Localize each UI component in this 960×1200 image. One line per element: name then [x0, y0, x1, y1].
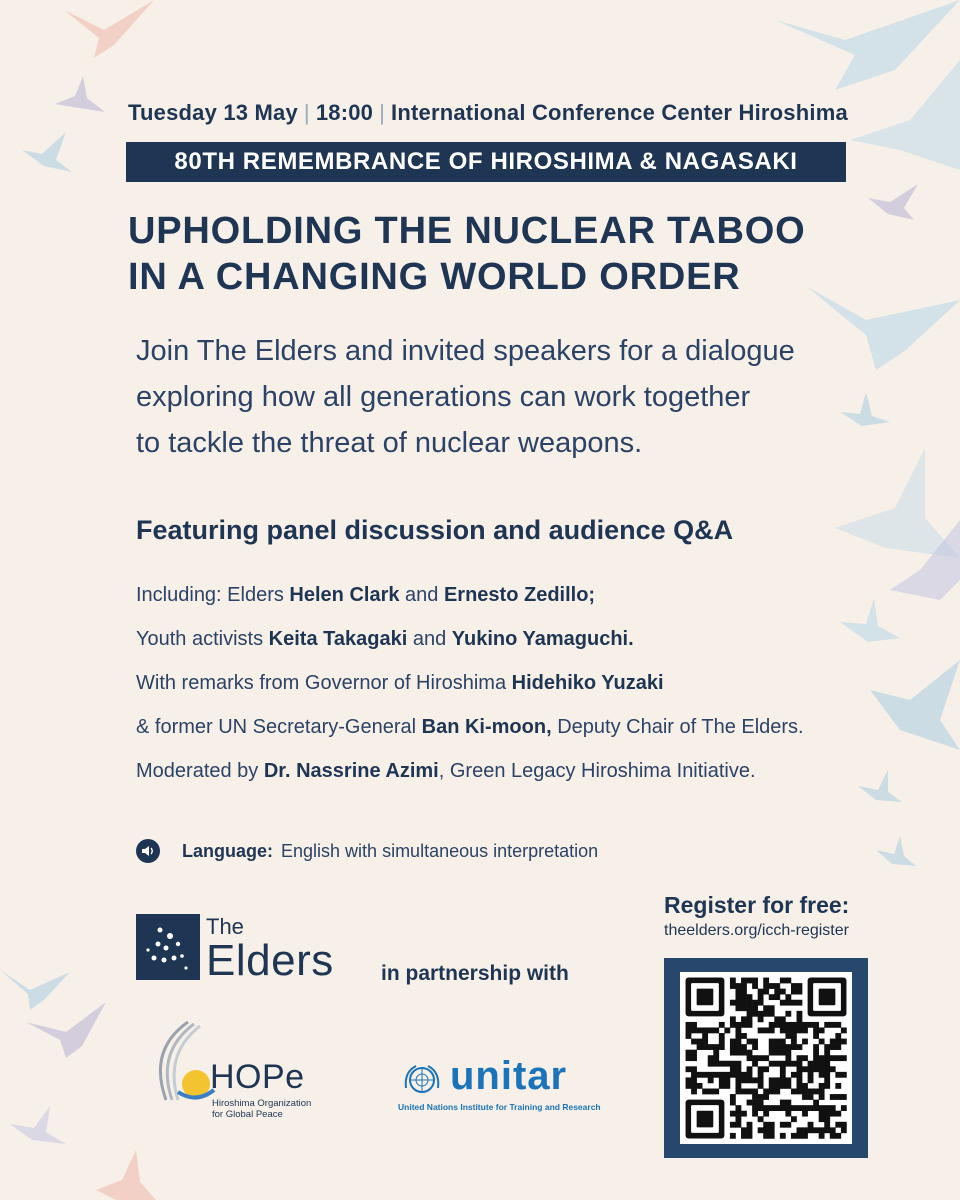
line-text: and	[407, 628, 452, 650]
headline-line: IN A CHANGING WORLD ORDER	[128, 256, 741, 298]
event-dateline	[128, 100, 848, 126]
remembrance-banner: 80TH REMEMBRANCE OF HIROSHIMA & NAGASAKI	[126, 142, 846, 182]
elders-star-mark	[136, 914, 200, 980]
line-text: and	[399, 584, 444, 606]
register-url[interactable]: theelders.org/icch-register	[664, 922, 849, 939]
line-text: With remarks from Governor of Hiroshima	[136, 672, 512, 694]
event-time: 18:00	[315, 100, 374, 125]
speaker-name: Ban Ki-moon,	[421, 716, 552, 738]
qr-pattern	[680, 972, 852, 1144]
line-text: Deputy Chair of The Elders.	[551, 716, 804, 738]
speaker-name: Hidehiko Yuzaki	[511, 672, 664, 694]
speaker-icon	[136, 839, 160, 863]
paper-crane-decoration	[55, 76, 105, 116]
unitar-logo-subtitle: United Nations Institute for Training and Research	[398, 1102, 601, 1112]
paper-crane-decoration	[840, 392, 890, 428]
qr-code[interactable]	[664, 958, 868, 1158]
speaker-name: Ernesto Zedillo;	[443, 584, 596, 606]
language-value: English with simultaneous interpretation	[281, 840, 599, 861]
partnership-label: in partnership with	[381, 962, 569, 985]
intro-line: to tackle the threat of nuclear weapons.	[136, 427, 643, 459]
unitar-logo	[398, 1054, 601, 1120]
hope-subtitle-line: Hiroshima Organization	[212, 1098, 312, 1109]
hope-logo	[148, 1020, 348, 1120]
speaker-name: Keita Takagaki	[268, 628, 408, 650]
hope-emblem-icon	[148, 1020, 218, 1110]
paper-crane-decoration	[22, 132, 72, 172]
register-title: Register for free:	[664, 892, 850, 918]
elders-logo-name: Elders	[206, 936, 334, 985]
speaker-line	[136, 627, 916, 651]
paper-crane-decoration	[26, 1002, 106, 1058]
speaker-list	[136, 583, 916, 803]
intro-line: exploring how all generations can work together	[136, 381, 751, 413]
line-text: & former UN Secretary-General	[136, 716, 422, 738]
elders-logo-the: The	[206, 914, 244, 939]
headline-line: UPHOLDING THE NUCLEAR TABOO	[128, 210, 806, 252]
the-elders-logo	[136, 914, 346, 985]
hope-subtitle-line: for Global Peace	[212, 1109, 283, 1120]
event-venue: International Conference Center Hiroshima	[391, 100, 848, 125]
paper-crane-decoration	[64, 0, 154, 60]
paper-crane-decoration	[96, 1150, 156, 1200]
qr-code-image	[680, 972, 852, 1144]
separator: |	[379, 100, 386, 125]
separator: |	[303, 100, 310, 125]
line-text: Including: Elders	[136, 584, 290, 606]
unitar-logo-word: unitar	[450, 1054, 568, 1098]
speaker-line	[136, 671, 916, 695]
featuring-heading: Featuring panel discussion and audience Q&A	[136, 515, 734, 545]
intro-line: Join The Elders and invited speakers for a dialogue	[136, 335, 795, 367]
paper-crane-decoration	[876, 836, 916, 868]
line-text: Youth activists	[136, 628, 269, 650]
speaker-name: Helen Clark	[289, 584, 400, 606]
un-emblem-icon	[402, 1062, 442, 1098]
speaker-name: Yukino Yamaguchi.	[451, 628, 634, 650]
line-text: Moderated by	[136, 760, 264, 782]
speaker-name: Dr. Nassrine Azimi	[263, 760, 439, 782]
headline	[128, 208, 888, 300]
language-note	[136, 838, 598, 864]
event-day: Tuesday 13 May	[128, 100, 298, 125]
hope-logo-subtitle	[212, 1098, 332, 1120]
line-text: , Green Legacy Hiroshima Initiative.	[438, 760, 756, 782]
language-label: Language:	[182, 840, 274, 861]
speaker-line	[136, 715, 916, 739]
speaker-line	[136, 759, 916, 783]
paper-crane-decoration	[10, 1106, 66, 1146]
hope-logo-title: HOPe	[210, 1058, 305, 1096]
intro-paragraph	[136, 328, 836, 466]
speaker-line	[136, 583, 916, 607]
paper-crane-decoration	[850, 60, 960, 170]
